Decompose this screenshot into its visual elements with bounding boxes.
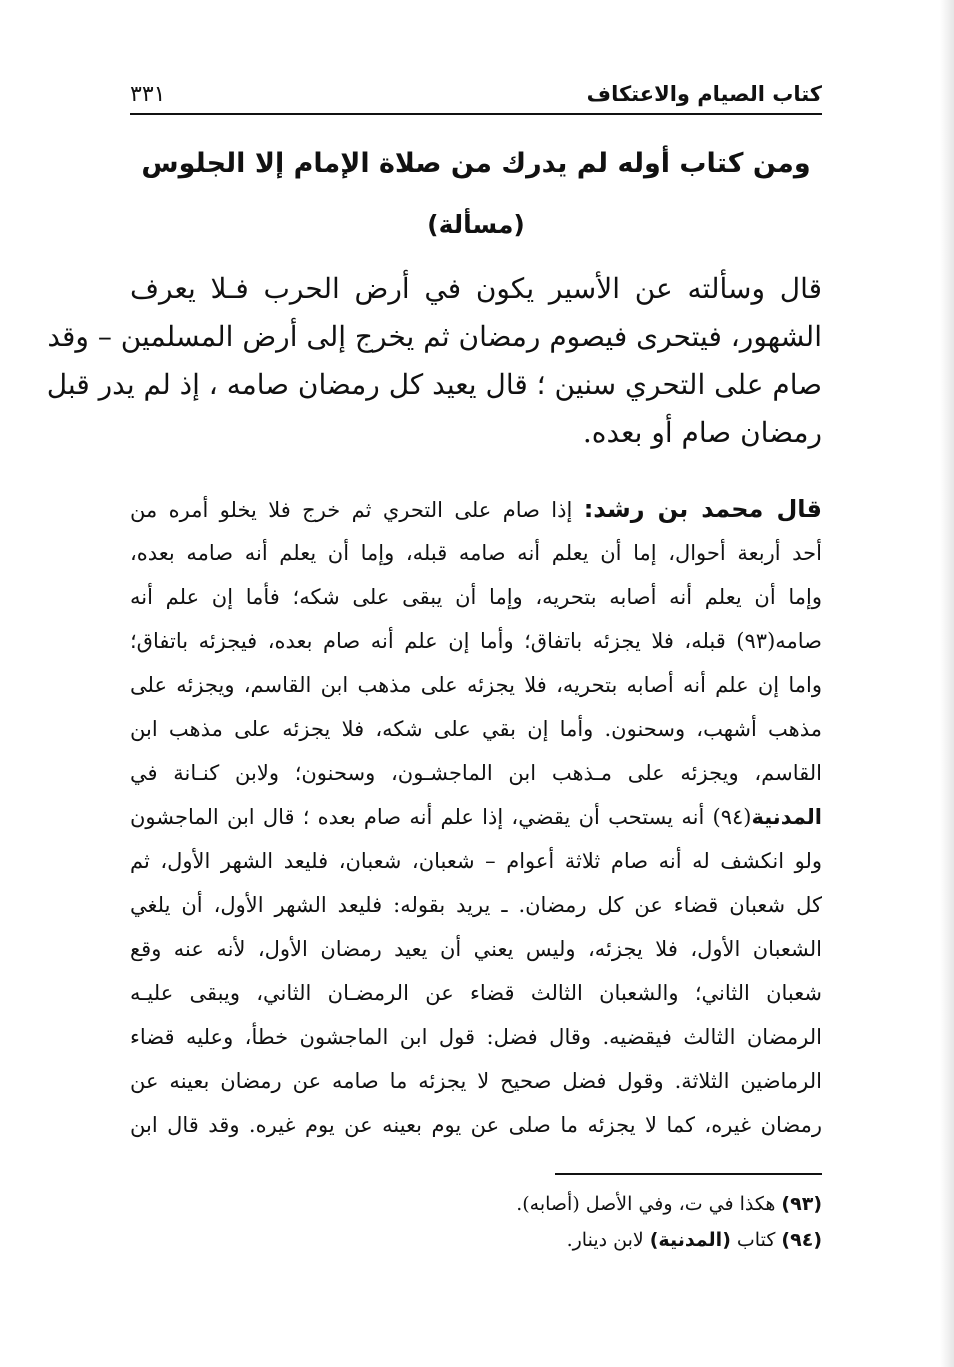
footnote-bold-title: (المدنية) bbox=[649, 1229, 731, 1251]
page-edge-shadow bbox=[940, 0, 954, 1367]
commentary-line: الشعبان الأول، فلا يجزئه، وليس يعني أن يعيد رمضان الأول، لأنه عنه وقع bbox=[130, 937, 822, 961]
commentary-line: الرمضان الثالث فيقضيه. وقال فضل: قول ابن الماجشون خطأ، وعليه قضاء bbox=[130, 1025, 822, 1049]
commentary-line: شعبان الثاني؛ والشعبان الثالث قضاء عن الرمضـان الثاني، ويبقى عليـه bbox=[130, 981, 822, 1005]
commentary-line: مذهب أشهب، وسحنون. وأما إن بقي على شكه، فلا يجزئه على مذهب ابن bbox=[130, 717, 822, 741]
commentary-line: أحد أربعة أحوال، إما أن يعلم أنه صامه قبله، وإما أن يعلم أنه صامه بعده، bbox=[130, 541, 822, 565]
footnote-text: هكذا في ت، وفي الأصل (أصابه). bbox=[516, 1193, 782, 1215]
commentary-lead: قال محمد بن رشد: bbox=[583, 495, 822, 523]
commentary-line bbox=[130, 494, 822, 535]
question-line: صام على التحري سنين ؛ قال يعيد كل رمضان صامه ، إذ لم يدر قبل bbox=[46, 368, 822, 401]
question-line: قال وسألته عن الأسير يكون في أرض الحرب فـلا يعرف bbox=[130, 272, 822, 305]
footnote bbox=[380, 1190, 822, 1218]
commentary-line: ولو انكشف له أنه صام ثلاثة أعوام – شعبان، شعبان، فليعد الشهر الأول، ثم bbox=[130, 849, 822, 873]
commentary-line: رمضان غيره، كما لا يجزئه ما صلى عن يوم بعينه عن يوم غيره. وقد قال ابن bbox=[130, 1113, 822, 1137]
footnote-text: كتاب bbox=[730, 1229, 782, 1251]
madaniyya-word: المدنية bbox=[751, 805, 822, 829]
footnote bbox=[380, 1226, 822, 1254]
footnote-rule bbox=[555, 1173, 822, 1175]
footnote-number: (٩٣) bbox=[781, 1193, 822, 1215]
footnote-text: لابن دينار. bbox=[566, 1229, 650, 1251]
running-title: كتاب الصيام والاعتكاف bbox=[586, 82, 822, 106]
question-line: الشهور، فيتحرى فيصوم رمضان ثم يخرج إلى أرض المسلمين – وقد bbox=[47, 320, 822, 353]
commentary-line: واما إن علم أنه أصابه بتحريه، فلا يجزئه على مذهب ابن القاسم، ويجزئه على bbox=[130, 673, 822, 697]
commentary-line: الرماضين الثلاثة. وقول فضل صحيح لا يجزئه ما صامه عن رمضان بعينه عن bbox=[130, 1069, 822, 1093]
commentary-line: القاسم، ويجزئه على مـذهب ابن الماجشـون، وسحنون؛ ولابن كنـانة في bbox=[130, 761, 822, 785]
page-number: ٣٣١ bbox=[130, 82, 166, 107]
footnote-number: (٩٤) bbox=[781, 1229, 822, 1251]
commentary-line: وإما أن يعلم أنه أصابه بتحريه، وإما أن يبقى على شكه؛ فأما إن علم أنه bbox=[130, 585, 822, 609]
header-rule bbox=[130, 113, 822, 115]
commentary-line: كل شعبان قضاء عن كل رمضان. ـ يريد بقوله: فليعد الشهر الأول، أن يلغي bbox=[130, 893, 822, 917]
commentary-line-rest: إذا صام على التحري ثم خرج فلا يخلو أمره من bbox=[130, 498, 584, 522]
chapter-title: ومن كتاب أوله لم يدرك من صلاة الإمام إلا الجلوس bbox=[141, 148, 811, 179]
commentary-line: صامه(٩٣) قبله، فلا يجزئه باتفاق؛ وأما إن علم أنه صام بعده، فيجزئه باتفاق؛ bbox=[130, 629, 822, 653]
page-header bbox=[130, 80, 822, 116]
masala-title: (مسألة) bbox=[427, 210, 525, 239]
question-line: رمضان صام أو بعده. bbox=[582, 416, 822, 449]
commentary-line-rest: (٩٤) أنه يستحب أن يقضي، إذا علم أنه صام بعده ؛ قال ابن الماجشون bbox=[130, 805, 752, 829]
commentary-line bbox=[130, 802, 822, 843]
